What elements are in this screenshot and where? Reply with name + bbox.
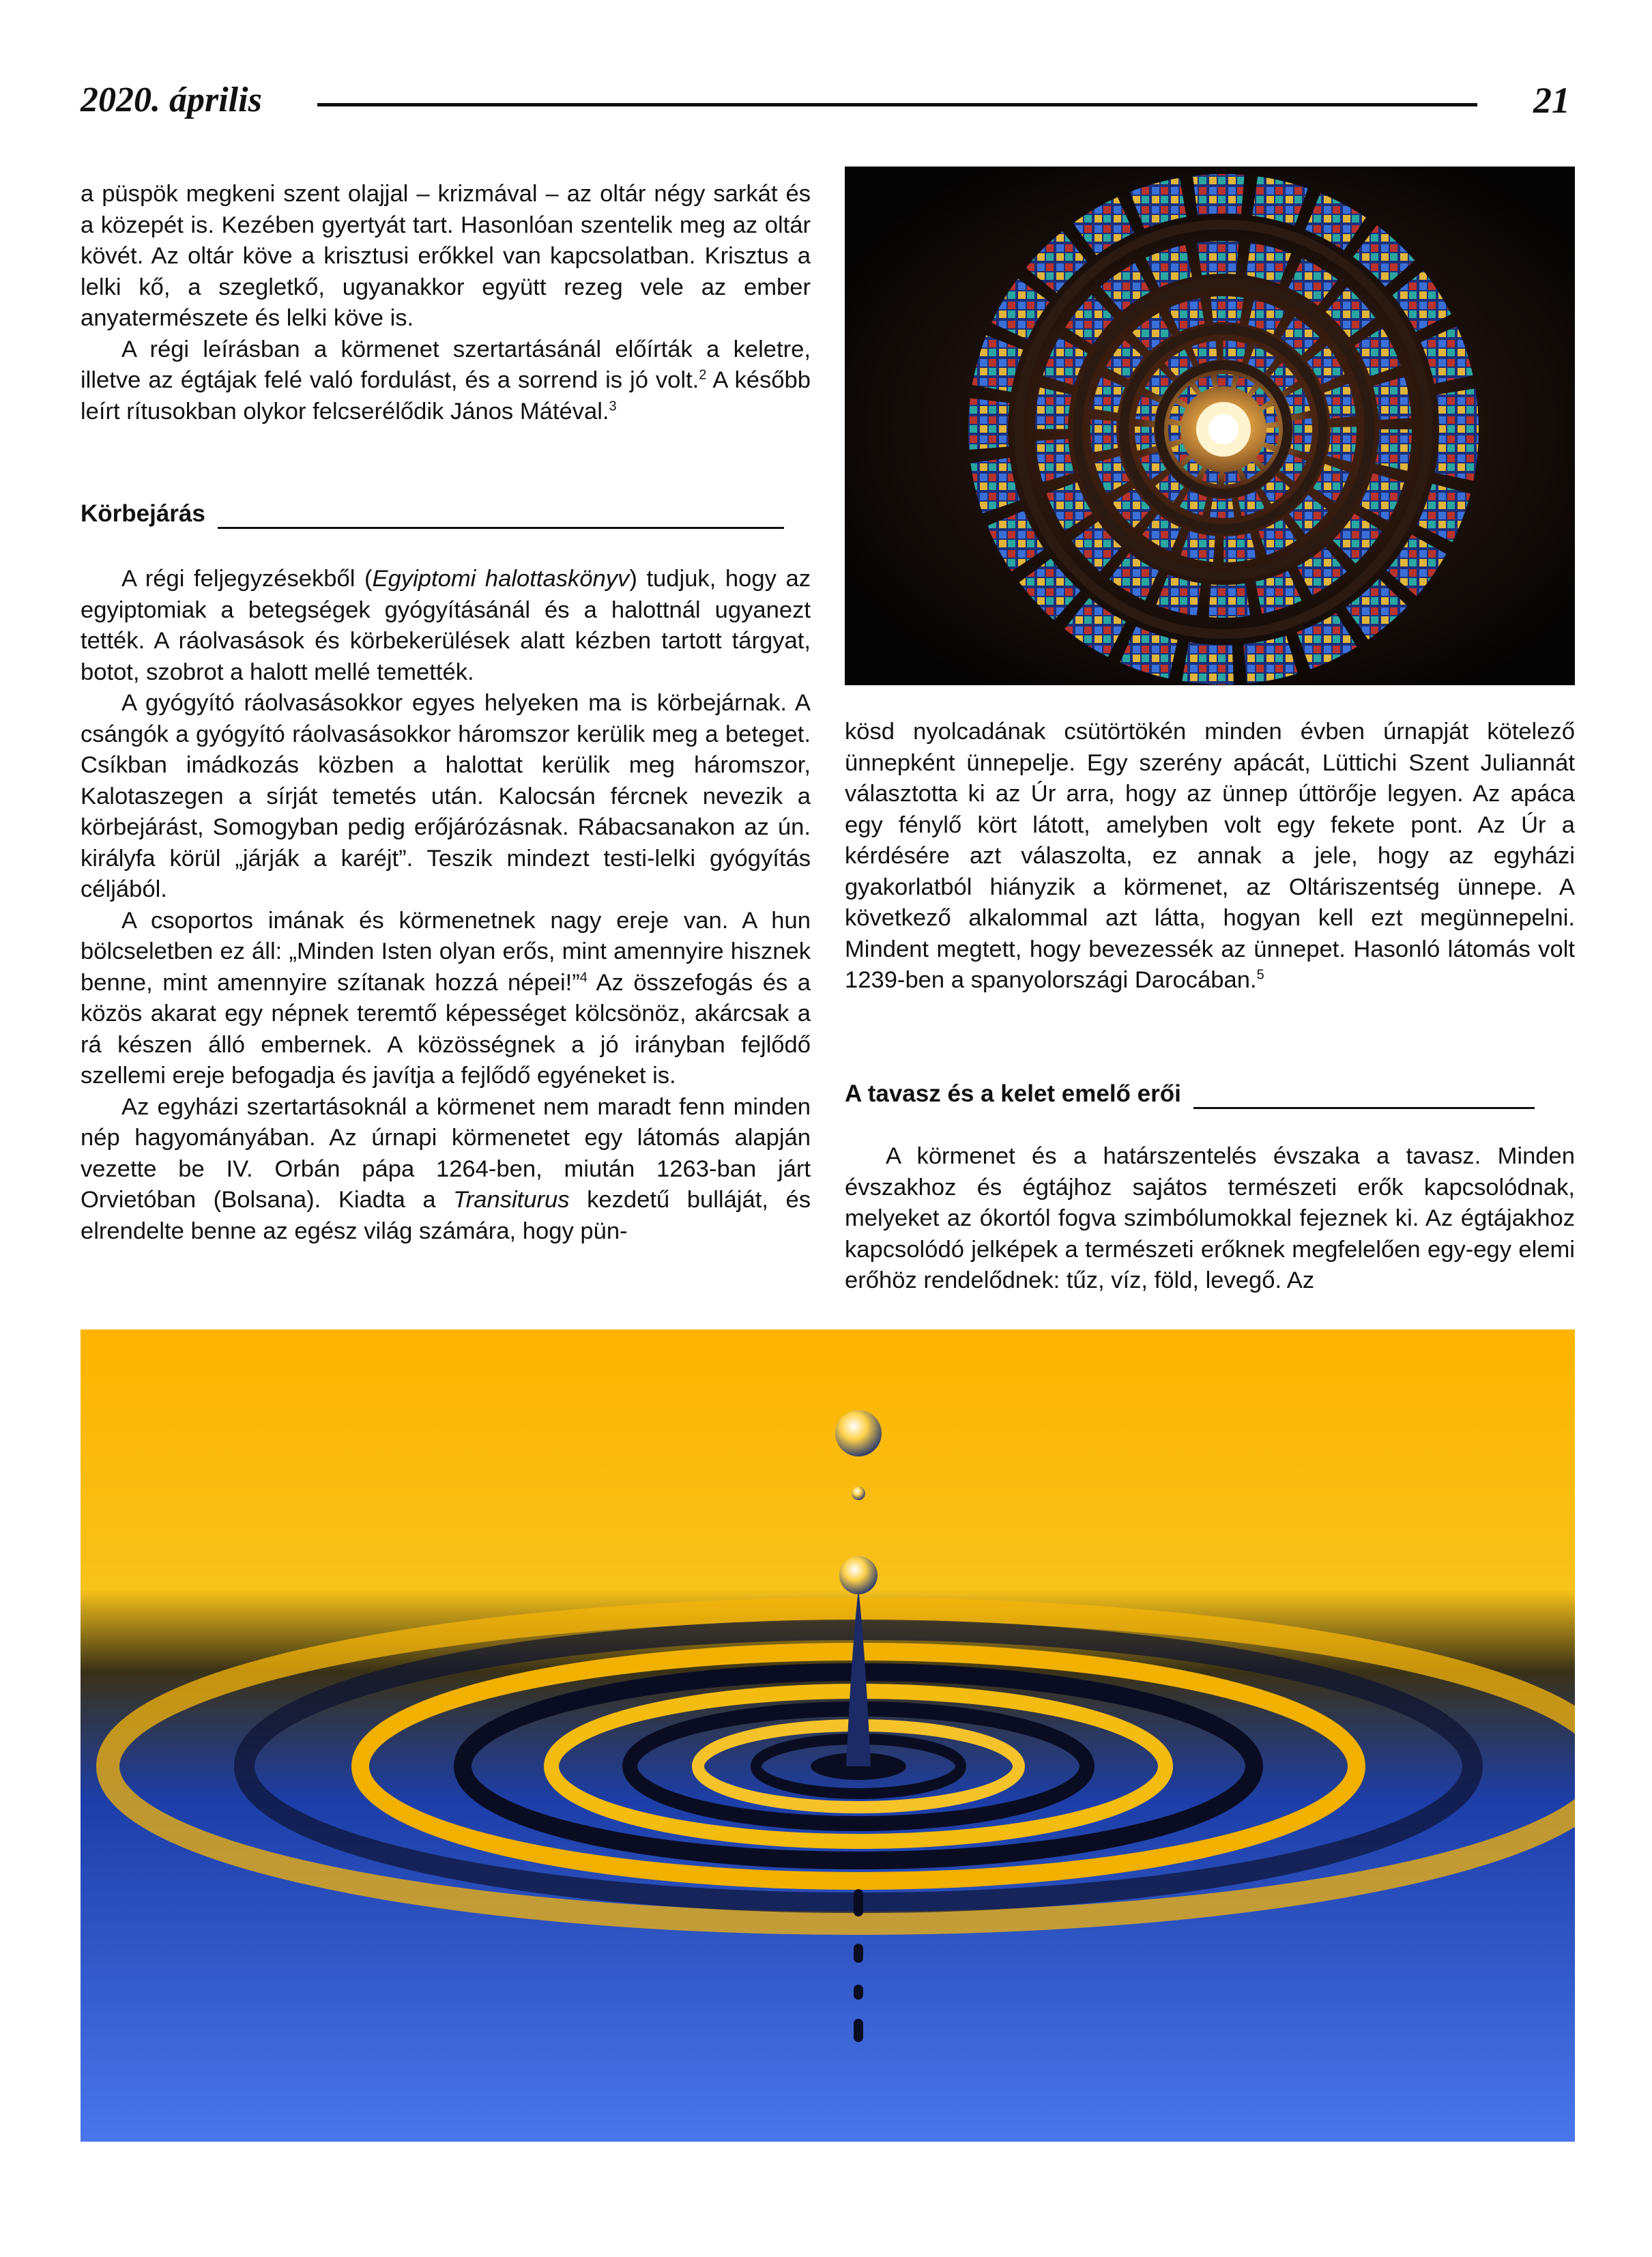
water-drop-photo — [81, 1329, 1575, 2142]
stained-glass-spiral-photo — [845, 167, 1575, 685]
section-heading-korbejaras — [81, 498, 784, 529]
book-title: Egyiptomi halottaskönyv — [372, 566, 630, 592]
paragraph — [81, 1092, 811, 1248]
heading-underline — [218, 502, 784, 529]
page-number: 21 — [1533, 80, 1570, 121]
paragraph — [81, 906, 811, 1092]
right-continuation-text — [845, 717, 1575, 996]
footnote-ref: 5 — [1256, 967, 1264, 983]
paragraph-text: A régi leírásban a körmenet szertartásánál előírták a keletre, illetve az égtájak felé való fordulást, és a sorrend is jó volt. — [81, 336, 811, 393]
paragraph: A gyógyító ráolvasásokkor egyes helyeken ma is körbejárnak. A csángók a gyógyító ráolvasásokkor háromszor kerülik meg a beteget. Csíkban imádkozás közben a halottat kerülik meg háromszor, Kalotaszegen a sírját temetés után. Kalocsán fércnek nevezik a körbejárást, Somogyban pedig erőjárózásnak. Rábacsanakon az ún. királyfa körül „járják a karéjt”. Teszik mindezt testi-lelki gyógyítás céljából. — [81, 690, 811, 902]
footnote-ref: 3 — [609, 398, 617, 414]
left-intro-text — [81, 179, 811, 427]
paragraph-text: A régi feljegyzésekből ( — [121, 566, 373, 592]
section-title: A tavasz és a kelet emelő erői — [845, 1080, 1181, 1107]
footnote-ref: 2 — [699, 367, 707, 383]
paragraph — [81, 564, 811, 688]
water-drop-ripples-icon — [81, 1329, 1575, 2142]
heading-underline — [1193, 1082, 1535, 1109]
paragraph-text: A csoportos imának és körmenetnek nagy ereje van. A hun bölcseletben ez áll: „Minden Isten olyan erős, mint amennyire hisznek benne, mint amennyire szítanak hozzá népei!” — [81, 907, 811, 996]
footnote-ref: 4 — [579, 969, 588, 985]
header-rule — [317, 103, 1477, 106]
paragraph — [845, 717, 1575, 996]
paragraph-text: ) tudjuk, hogy az egyiptomiak a betegségek gyógyításánál és a halottnál ugyanezt tették. A ráolvasások és körbekerülések alatt kézben tartott tárgyat, botot, szobrot a halott mellé temették. — [81, 566, 811, 685]
paragraph-text: kösd nyolcadának csütörtökén minden évben úrnapját kötelező ünnepként ünnepelje. Egy szerény apácát, Lüttichi Szent Juliannát választotta ki az Úr arra, hogy az ünnep úttörője legyen. Az apáca egy fénylő kört látott, amelyben volt egy fekete pont. Az Úr a kérdésére azt válaszolta, ez annak a jele, hogy az egyházi gyakorlatból hiányzik a körmenet, az Oltáriszentség ünnepe. A következő alkalommal azt látta, hogyan kell ezt megünnepelni. Mindent megtett, hogy bevezessék az ünnepet. Hasonló látomás volt 1239-ben a spanyolországi Darocában. — [845, 719, 1575, 993]
paragraph: a püspök megkeni szent olajjal – krizmával – az oltár négy sarkát és a közepét is. Kezében gyertyát tart. Hasonlóan szentelik meg az oltár kövét. Az oltár köve a krisztusi erőkkel van kapcsolatban. Krisztus a lelki kő, a szegletkő, ugyanakkor együtt rezeg vele az ember anyatermészete és lelki köve is. — [81, 181, 811, 331]
section-heading-tavasz — [845, 1078, 1535, 1109]
paragraph: A körmenet és a határszentelés évszaka a tavasz. Minden évszakhoz és égtájhoz sajátos természeti erők kapcsolódnak, melyeket az ókortól fogva szimbólumokkal fejeznek ki. Az égtájakhoz kapcsolódó jelképek a természeti erőknek megfelelően egy-egy elemi erőhöz rendelődnek: tűz, víz, föld, levegő. Az — [845, 1143, 1575, 1293]
bull-title: Transiturus — [453, 1187, 570, 1213]
stained-glass-spiral-ceiling-icon — [845, 167, 1575, 685]
left-body-text — [81, 564, 811, 1247]
issue-date: 2020. április — [81, 81, 262, 119]
paragraph-text: A később leírt rítusokban olykor felcserélődik János Mátéval. — [81, 367, 811, 425]
paragraph-text: Az összefogás és a közös akarat egy népnek teremtő képességet kölcsönöz, akárcsak a rá készen álló embernek. A közösségnek a jó irányban fejlődő szellemi ereje befogadja és javítja a fejlődő egyéneket is. — [81, 969, 811, 1089]
paragraph — [81, 334, 811, 428]
paragraph-text: Az egyházi szertartásoknál a körmenet nem maradt fenn minden nép hagyományában. Az úrnapi körmenetet egy látomás alapján vezette be IV. Orbán pápa 1264-ben, miután 1263-ban járt Orvietóban (Bolsana). Kiadta a — [81, 1093, 811, 1213]
section-title: Körbejárás — [81, 500, 205, 527]
paragraph-text: kezdetű bulláját, és elrendelte benne az egész világ számára, hogy pün- — [81, 1187, 811, 1244]
right-body-text — [845, 1141, 1575, 1297]
